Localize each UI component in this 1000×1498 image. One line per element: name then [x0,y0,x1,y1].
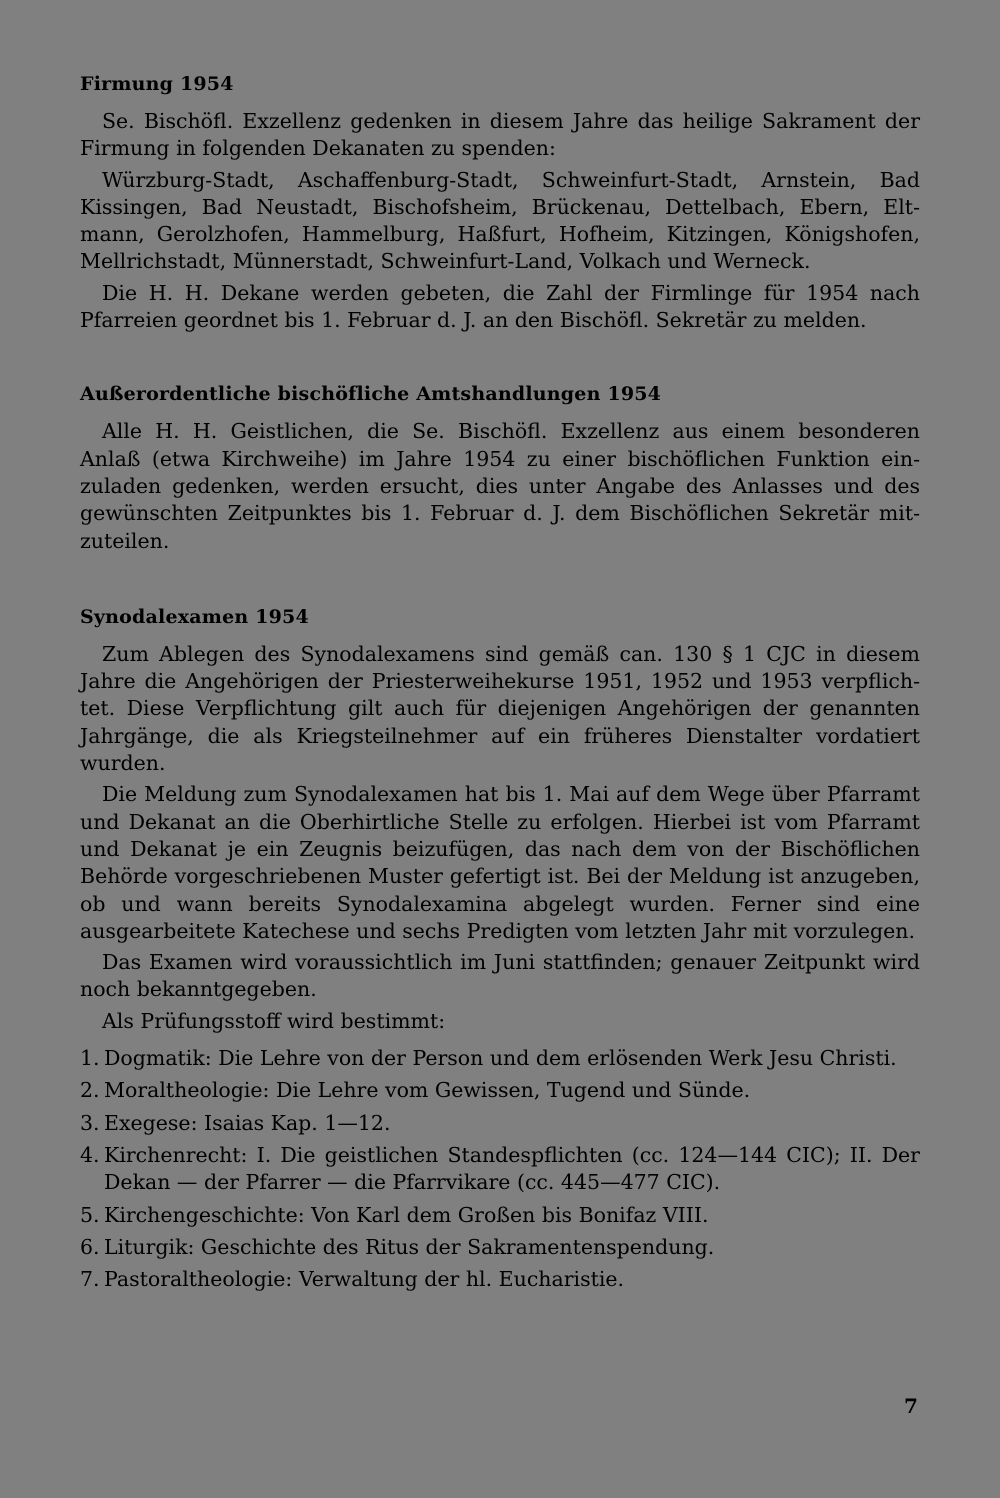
paragraph: Se. Bischöfl. Exzellenz gedenken in diesem Jahre das heilige Sakrament der Firmung in folgenden Dekanaten zu spenden: [80,109,920,161]
list-item-text: Pastoraltheologie: Verwaltung der hl. Eucharistie. [104,1267,625,1292]
section-heading: Firmung 1954 [80,73,234,95]
paragraph: Zum Ablegen des Synodalexamens sind gemäß can. 130 § 1 CJC in diesem Jahre die Angehörigen der Priesterweihekurse 1951, 1952 und 1953 verpflichtet. Diese Verpflichtung gilt auch für diejenigen Angehörigen der genannten Jahrgänge, die als Kriegsteilnehmer auf ein früheres Dienstalter vordatiert wurden. [80,641,920,776]
page-number: 7 [904,1394,918,1418]
list-item-text: Moraltheologie: Die Lehre vom Gewissen, Tugend und Sünde. [104,1078,751,1103]
list-item-number: 6. [80,1234,100,1259]
list-item-number: 7. [80,1267,100,1292]
list-item-text: Exegese: Isaias Kap. 1—12. [104,1110,391,1135]
paragraph: Als Prüfungsstoff wird bestimmt: [102,1008,446,1033]
list-item-number: 3. [80,1110,100,1135]
list-item-text: Liturgik: Geschichte des Ritus der Sakramentenspendung. [104,1234,715,1259]
list-item [80,1142,920,1197]
list-item-text: Dogmatik: Die Lehre von der Person und dem erlösenden Werk Jesu Christi. [104,1046,897,1071]
list-item [80,1077,920,1104]
exam-topics-list [80,1045,920,1293]
list-item-number: 2. [80,1078,100,1103]
list-item-number: 5. [80,1202,100,1227]
list-item [80,1234,920,1261]
section-synodalexamen [80,603,920,1294]
section-heading: Außerordentliche bischöfliche Amtshandlungen 1954 [80,383,662,406]
document-page [80,70,920,1335]
list-item [80,1202,920,1229]
paragraph: Würzburg-Stadt, Aschaffenburg-Stadt, Schweinfurt-Stadt, Arnstein, Bad Kissingen, Bad Neustadt, Bischofsheim, Brückenau, Dettelbach, Ebern, Eltmann, Gerolzhofen, Hammelburg, Haßfurt, Hofheim, Kitzingen, Königshofen, Mellrichstadt, Münnerstadt, Schweinfurt-Land, Volkach und Werneck. [80,167,920,274]
section-firmung [80,70,920,334]
list-item [80,1110,920,1137]
section-heading: Synodalexamen 1954 [80,605,309,628]
list-item-text: Kirchenrecht: I. Die geistlichen Standespflichten (cc. 124—144 CIC); II. Der Dekan — der Pfarrer — die Pfarrvikare (cc. 445—477 CIC). [104,1142,920,1195]
paragraph: Alle H. H. Geistlichen, die Se. Bischöfl. Exzellenz aus einem besonderen Anlaß (etwa Kirchweihe) im Jahre 1954 zu einer bischöflichen Funktion einzuladen gedenken, werden ersucht, dies unter Angabe des Anlasses und des gewünschten Zeitpunktes bis 1. Februar d. J. dem Bischöflichen Sekretär mitzuteilen. [80,419,920,553]
paragraph: Die H. H. Dekane werden gebeten, die Zahl der Firmlinge für 1954 nach Pfarreien geordnet bis 1. Februar d. J. an den Bischöfl. Sekretär zu melden. [80,280,920,333]
list-item [80,1266,920,1293]
list-item [80,1045,920,1072]
list-item-number: 4. [80,1142,100,1167]
paragraph: Das Examen wird voraussichtlich im Juni stattfinden; genauer Zeitpunkt wird noch bekanntgegeben. [80,950,920,1002]
list-item-number: 1. [80,1046,100,1071]
section-amtshandlungen [80,380,920,554]
paragraph: Die Meldung zum Synodalexamen hat bis 1. Mai auf dem Wege über Pfarramt und Dekanat an die Oberhirtliche Stelle zu erfolgen. Hierbei ist vom Pfarramt und Dekanat je ein Zeugnis beizufügen, das nach dem von der Bischöflichen Behörde vorgeschriebenen Muster gefertigt ist. Bei der Meldung ist anzugeben, ob und wann bereits Synodalexamina abgelegt wurden. Ferner sind eine ausgearbeitete Katechese und sechs Predigten vom letzten Jahr mit vorzulegen. [80,782,920,943]
list-item-text: Kirchengeschichte: Von Karl dem Großen bis Bonifaz VIII. [104,1202,709,1227]
